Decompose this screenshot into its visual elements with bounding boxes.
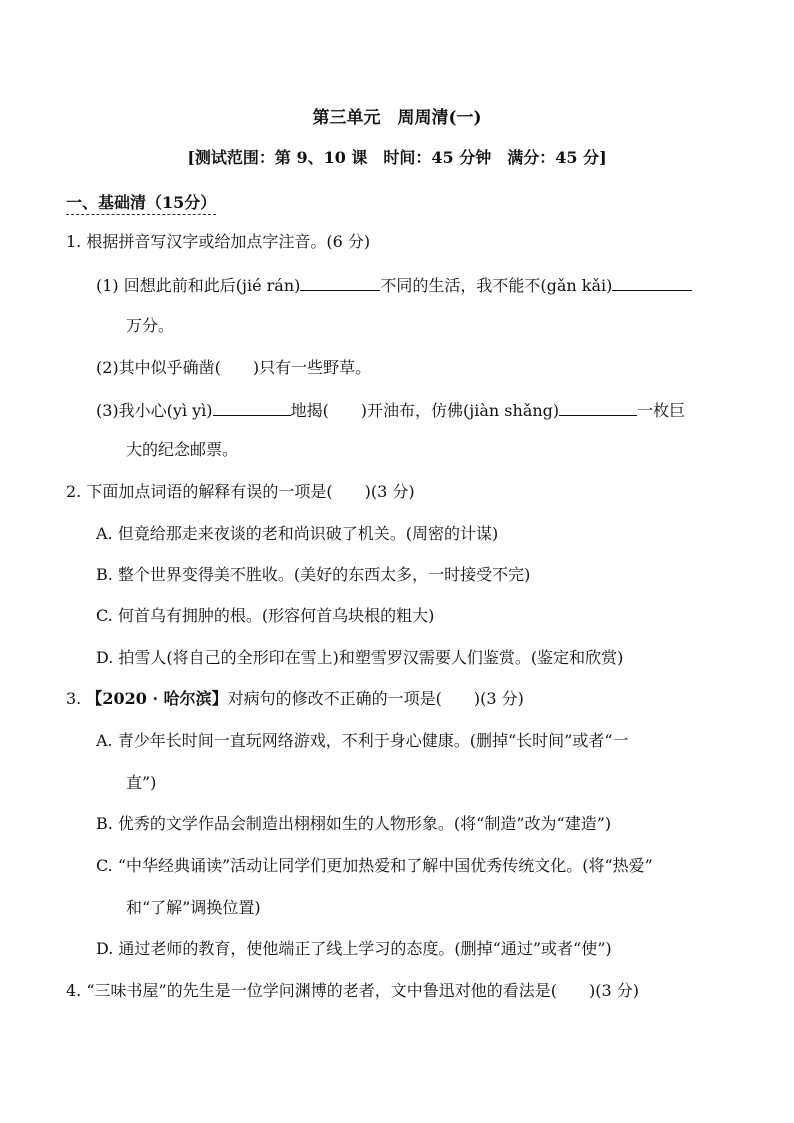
test-scope-subtitle: [测试范围：第 9、10 课 时间：45 分钟 满分：45 分] — [187, 148, 607, 167]
page-title: 第三单元 周周清(一) — [312, 108, 482, 128]
answer-blank[interactable] — [213, 399, 291, 416]
answer-blank[interactable] — [559, 399, 637, 416]
question-3-option-c-cont: 和“了解”调换位置) — [126, 898, 261, 917]
question-1-part-3 — [96, 399, 685, 421]
question-2-option-c: C. 何首乌有拥肿的根。(形容何首乌块根的粗大) — [96, 606, 435, 625]
question-3-option-a-cont: 直”) — [126, 773, 157, 792]
question-2-option-b: B. 整个世界变得美不胜收。(美好的东西太多，一时接受不完) — [96, 565, 531, 584]
answer-blank[interactable] — [612, 274, 692, 291]
question-1-part-1 — [96, 274, 692, 296]
q3-source-tag: 【2020 · 哈尔滨】 — [86, 689, 228, 708]
q1-part3-text-c: 一枚巨 — [637, 401, 686, 420]
question-1-stem: 1. 根据拼音写汉字或给加点字注音。(6 分) — [66, 232, 371, 251]
question-3-option-d: D. 通过老师的教育，使他端正了线上学习的态度。(删掉“通过”或者“使”) — [96, 939, 612, 958]
question-4-stem: 4. “三味书屋”的先生是一位学问渊博的老者，文中鲁迅对他的看法是( )(3 分) — [66, 981, 639, 1000]
question-2-stem: 2. 下面加点词语的解释有误的一项是( )(3 分) — [66, 482, 415, 501]
question-3-stem — [66, 689, 524, 709]
question-3-option-c: C. “中华经典诵读”活动让同学们更加热爱和了解中国优秀传统文化。(将“热爱” — [96, 856, 653, 875]
question-2-option-d: D. 拍雪人(将自己的全形印在雪上)和塑雪罗汉需要人们鉴赏。(鉴定和欣赏) — [96, 648, 624, 667]
answer-blank[interactable] — [300, 274, 380, 291]
section-heading-basics: 一、基础清（15分） — [66, 193, 216, 215]
question-1-part-2: (2)其中似乎确凿( )只有一些野草。 — [96, 358, 372, 377]
question-1-part-1-cont: 万分。 — [126, 316, 175, 335]
q1-part3-text-b: 地揭( )开油布，仿佛(jiàn shǎng) — [290, 401, 560, 420]
q1-part1-text-b: 不同的生活，我不能不(gǎn kǎi) — [380, 276, 613, 295]
q1-part3-text-a: (3)我小心(yì yì) — [96, 401, 213, 420]
q3-number: 3. — [66, 689, 82, 708]
q1-part1-text-a: (1) 回想此前和此后(jié rán) — [96, 276, 301, 295]
q3-stem-text: 对病句的修改不正确的一项是( )(3 分) — [227, 689, 524, 708]
question-3-option-a: A. 青少年长时间一直玩网络游戏，不利于身心健康。(删掉“长时间”或者“一 — [96, 731, 629, 750]
question-1-part-3-cont: 大的纪念邮票。 — [126, 440, 239, 459]
question-3-option-b: B. 优秀的文学作品会制造出栩栩如生的人物形象。(将“制造”改为“建造”) — [96, 814, 612, 833]
question-2-option-a: A. 但竟给那走来夜谈的老和尚识破了机关。(周密的计谋) — [96, 524, 499, 543]
